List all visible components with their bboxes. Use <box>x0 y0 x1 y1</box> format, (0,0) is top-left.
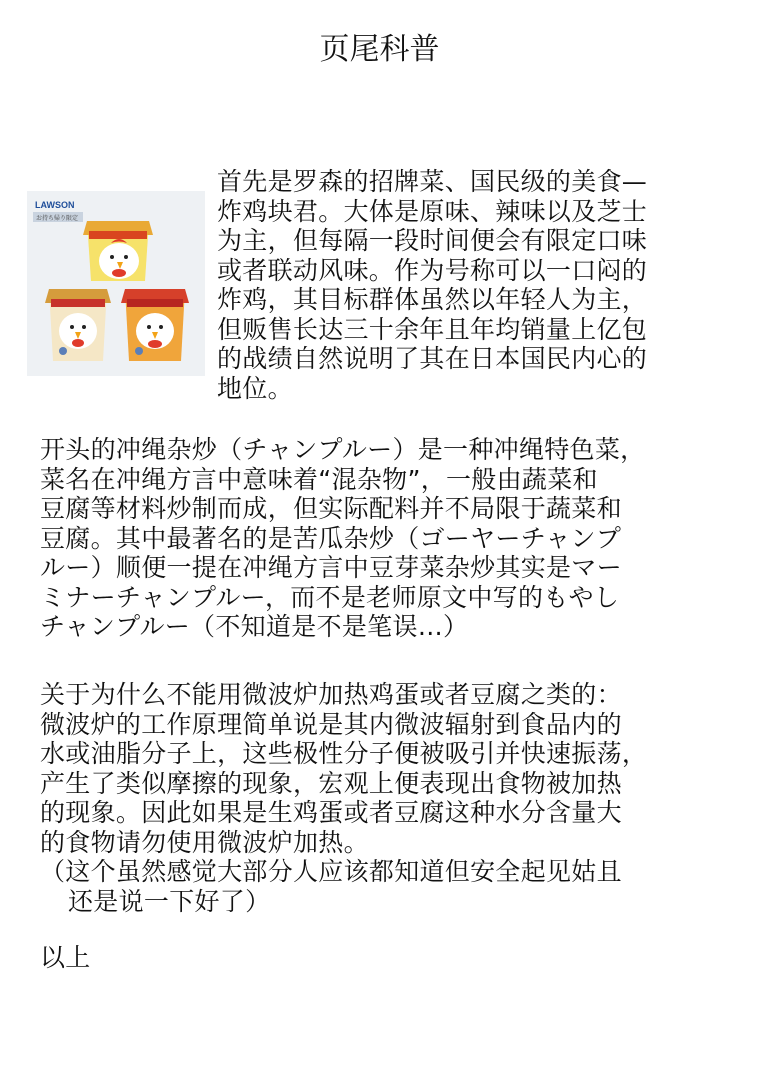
paragraph-champuru <box>40 435 752 642</box>
text-line: 产生了类似摩擦的现象，宏观上便表现出食物被加热 <box>40 768 622 798</box>
text-line: 微波炉的工作原理简单说是其内微波辐射到食品内的 <box>40 709 622 739</box>
text-line: 的现象。因此如果是生鸡蛋或者豆腐这种水分含量大 <box>40 798 622 827</box>
text-line: 豆腐。其中最著名的是苦瓜杂炒（ゴーヤーチャンプ <box>40 523 622 553</box>
text-line: 或者联动风味。作为号称可以一口闷的 <box>217 255 648 285</box>
text-line: 豆腐等材料炒制而成，但实际配料并不局限于蔬菜和 <box>40 494 622 523</box>
product-box-red <box>121 289 189 361</box>
paragraph-karaage-kun <box>217 167 737 403</box>
text-line: 菜名在冲绳方言中意味着“混杂物”，一般由蔬菜和 <box>40 464 598 494</box>
text-line: （这个虽然感觉大部分人应该都知道但安全起见姑且 <box>40 857 622 886</box>
page-title: 页尾科普 <box>319 32 440 67</box>
paragraph-closing <box>40 943 752 973</box>
text-line: 关于为什么不能用微波炉加热鸡蛋或者豆腐之类的： <box>40 680 622 709</box>
text-line: 炸鸡块君。大体是原味、辣味以及芝士 <box>217 196 648 226</box>
takeout-tag-text: お持ち帰り限定 <box>36 215 79 222</box>
text-line: 炸鸡，其目标群体虽然以年轻人为主， <box>217 285 648 314</box>
karaage-kun-product-image <box>27 191 205 376</box>
text-line: チャンプルー（不知道是不是笔误…） <box>40 612 469 641</box>
text-line: 还是说一下好了） <box>68 886 271 916</box>
text-line: 地位。 <box>217 373 293 403</box>
text-line: 为主，但每隔一段时间便会有限定口味 <box>217 226 648 255</box>
text-line: 首先是罗森的招牌菜、国民级的美食— <box>217 167 648 196</box>
text-line: 的战绩自然说明了其在日本国民内心的 <box>217 344 648 373</box>
paragraph-microwave <box>40 680 752 916</box>
text-line: ルー）顺便一提在冲绳方言中豆芽菜杂炒其实是マー <box>40 553 622 582</box>
text-line: 以上 <box>40 943 91 972</box>
product-box-yellow <box>83 221 153 281</box>
product-box-beige <box>45 289 111 361</box>
text-line: 的食物请勿使用微波炉加热。 <box>40 827 369 857</box>
lawson-brand-text: LAWSON <box>35 200 75 210</box>
text-line: ミナーチャンプルー，而不是老师原文中写的もやし <box>40 582 620 612</box>
product-illustration <box>27 191 205 376</box>
text-line: 但贩售长达三十余年且年均销量上亿包 <box>217 314 648 344</box>
text-line: 水或油脂分子上，这些极性分子便被吸引并快速振荡， <box>40 739 648 768</box>
text-line: 开头的冲绳杂炒（チャンプルー）是一种冲绳特色菜， <box>40 435 646 464</box>
